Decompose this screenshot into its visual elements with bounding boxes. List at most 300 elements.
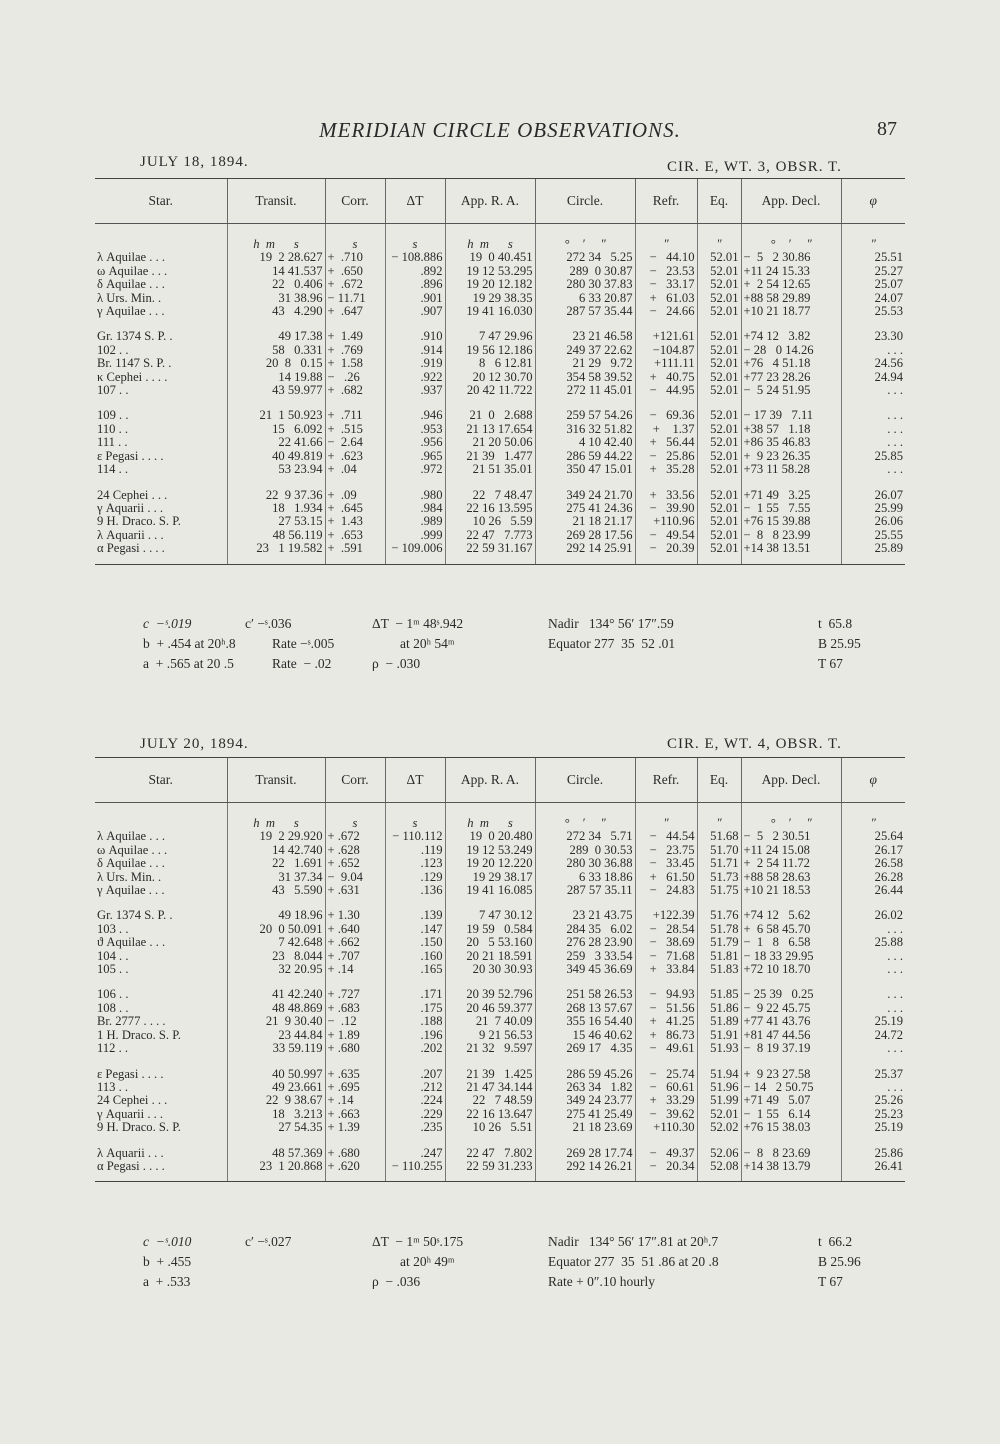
cell-eq: 51.86 (697, 1002, 741, 1015)
cell-corr: + .515 (325, 423, 385, 436)
table-row (95, 1042, 905, 1055)
footer-B: B 25.95 (818, 636, 861, 651)
cell-app-ra: 21 47 34.144 (445, 1081, 535, 1094)
cell-circle: 263 34 1.82 (535, 1081, 635, 1094)
cell-refr: − 69.36 (635, 397, 697, 422)
cell-phi: . . . (841, 384, 905, 397)
cell-star: 104 . . (97, 948, 129, 963)
cell-delta-t: .150 (385, 936, 445, 949)
cell-circle: 287 57 35.11 (535, 884, 635, 897)
table-row (95, 529, 905, 542)
cell-phi: . . . (841, 344, 905, 357)
cell-star: 108 . . (97, 1000, 129, 1015)
cell-delta-t: .910 (385, 318, 445, 343)
cell-delta-t: .914 (385, 344, 445, 357)
column-header-refr: Refr. (635, 179, 697, 224)
cell-phi: 24.94 (841, 371, 905, 384)
table-row (95, 963, 905, 976)
cell-corr: + .711 (325, 397, 385, 422)
table-row (95, 463, 905, 476)
cell-delta-t: .989 (385, 515, 445, 528)
footer-a: a + .533 (143, 1274, 191, 1289)
table-row (95, 1029, 905, 1042)
table-row (95, 357, 905, 370)
cell-star: 110 . . (97, 421, 129, 436)
cell-app-decl: − 5 2 30.86 (741, 251, 841, 264)
cell-delta-t: .129 (385, 871, 445, 884)
cell-app-decl: − 28 0 14.26 (741, 344, 841, 357)
footer-rho: ρ − .036 (372, 1274, 421, 1289)
cell-app-ra: 21 51 35.01 (445, 463, 535, 476)
cell-delta-t: .119 (385, 844, 445, 857)
cell-phi: . . . (841, 923, 905, 936)
cell-circle: 289 0 30.53 (535, 844, 635, 857)
footer-a: a + .565 at 20 .5 (143, 656, 234, 671)
cell-corr: + .09 (325, 477, 385, 502)
cell-refr: −104.87 (635, 344, 697, 357)
cell-corr: − .26 (325, 371, 385, 384)
cell-phi: . . . (841, 950, 905, 963)
cell-app-ra: 21 7 40.09 (445, 1015, 535, 1028)
table-row (95, 318, 905, 343)
cell-star: 24 Cephei . . . (97, 487, 168, 502)
column-header-delta-t: ΔT (385, 758, 445, 803)
cell-corr: + .672 (325, 278, 385, 291)
cell-star: λ Aquilae . . . (97, 829, 166, 844)
cell-delta-t: .965 (385, 450, 445, 463)
cell-corr: + .653 (325, 529, 385, 542)
cell-phi: 26.28 (841, 871, 905, 884)
cell-phi: . . . (841, 1042, 905, 1055)
cell-star: 9 H. Draco. S. P. (97, 1120, 181, 1135)
cell-app-ra: 21 39 1.477 (445, 450, 535, 463)
header-row (95, 179, 905, 224)
cell-circle: 292 14 25.91 (535, 542, 635, 564)
unit-transit: h m s (227, 803, 325, 831)
cell-app-decl: − 8 19 37.19 (741, 1042, 841, 1055)
cell-corr: + .623 (325, 450, 385, 463)
unit-star (95, 803, 227, 831)
column-header-app-ra: App. R. A. (445, 758, 535, 803)
cell-app-decl: − 14 2 50.75 (741, 1081, 841, 1094)
cell-corr: − .12 (325, 1015, 385, 1028)
cell-star: α Pegasi . . . . (95, 542, 227, 564)
unit-app-ra: h m s (445, 803, 535, 831)
cell-corr: + 1.58 (325, 357, 385, 370)
footer-delta-t: ΔT − 1ᵐ 48ˢ.942 (372, 616, 464, 631)
column-header-eq: Eq. (697, 758, 741, 803)
cell-app-decl: + 9 23 26.35 (741, 450, 841, 463)
cell-app-decl: +10 21 18.77 (741, 305, 841, 318)
cell-phi: 25.07 (841, 278, 905, 291)
cell-refr: − 24.66 (635, 305, 697, 318)
cell-eq: 51.75 (697, 884, 741, 897)
table-row (95, 265, 905, 278)
cell-star: Gr. 1374 S. P. . (97, 908, 173, 923)
cell-transit: 27 54.35 (227, 1121, 325, 1134)
cell-refr: − 20.34 (635, 1160, 697, 1182)
cell-phi: 25.19 (841, 1121, 905, 1134)
cell-refr: + 56.44 (635, 436, 697, 449)
table-row (95, 844, 905, 857)
footer-T: T 67 (818, 1274, 843, 1289)
unit-eq: ″ (697, 803, 741, 831)
cell-delta-t: .901 (385, 292, 445, 305)
column-header-circle: Circle. (535, 758, 635, 803)
cell-delta-t: .139 (385, 897, 445, 922)
column-header-transit: Transit. (227, 758, 325, 803)
cell-transit: 48 57.369 (227, 1135, 325, 1160)
cell-transit: 58 0.331 (227, 344, 325, 357)
cell-circle: 355 16 54.40 (535, 1015, 635, 1028)
cell-app-ra: 20 39 52.796 (445, 976, 535, 1001)
cell-delta-t: .175 (385, 1002, 445, 1015)
cell-phi: 25.86 (841, 1135, 905, 1160)
cell-transit: 18 3.213 (227, 1108, 325, 1121)
cell-delta-t: .202 (385, 1042, 445, 1055)
cell-circle: 350 47 15.01 (535, 463, 635, 476)
cell-eq: 52.02 (697, 1121, 741, 1134)
cell-corr: + .640 (325, 923, 385, 936)
cell-eq: 52.01 (697, 423, 741, 436)
cell-phi: 25.55 (841, 529, 905, 542)
column-header-circle: Circle. (535, 179, 635, 224)
cell-corr: + 1.49 (325, 318, 385, 343)
cell-refr: − 44.95 (635, 384, 697, 397)
cell-app-ra: 8 6 12.81 (445, 357, 535, 370)
cell-transit: 23 1 20.868 (227, 1160, 325, 1182)
cell-transit: 43 4.290 (227, 305, 325, 318)
table-row (95, 923, 905, 936)
section-1-date: JULY 18, 1894. (140, 154, 249, 170)
cell-circle: 316 32 51.82 (535, 423, 635, 436)
cell-eq: 52.01 (697, 265, 741, 278)
cell-app-decl: +38 57 1.18 (741, 423, 841, 436)
cell-circle: 286 59 45.26 (535, 1056, 635, 1081)
cell-delta-t: − 108.886 (385, 251, 445, 264)
cell-eq: 51.85 (697, 976, 741, 1001)
cell-app-decl: +76 4 51.18 (741, 357, 841, 370)
cell-eq: 51.76 (697, 897, 741, 922)
cell-phi: 25.26 (841, 1094, 905, 1107)
cell-transit: 22 41.66 (227, 436, 325, 449)
cell-app-ra: 19 59 0.584 (445, 923, 535, 936)
footer-c: c −ˢ.010 (143, 1234, 192, 1249)
cell-refr: − 49.54 (635, 529, 697, 542)
column-header-delta-t: ΔT (385, 179, 445, 224)
footer-t: t 65.8 (818, 616, 853, 631)
cell-corr: + .662 (325, 936, 385, 949)
cell-eq: 51.79 (697, 936, 741, 949)
cell-circle: 23 21 46.58 (535, 318, 635, 343)
cell-eq: 52.01 (697, 292, 741, 305)
footer-equator: Equator 277 35 52 .01 (548, 636, 676, 651)
cell-circle: 21 18 21.17 (535, 515, 635, 528)
cell-refr: − 20.39 (635, 542, 697, 564)
table-row (95, 542, 905, 564)
cell-delta-t: .907 (385, 305, 445, 318)
cell-app-decl: +81 47 44.56 (741, 1029, 841, 1042)
cell-star: 113 . . (97, 1079, 129, 1094)
cell-transit: 33 59.119 (227, 1042, 325, 1055)
cell-circle: 280 30 37.83 (535, 278, 635, 291)
cell-transit: 48 56.119 (227, 529, 325, 542)
cell-app-ra: 21 32 9.597 (445, 1042, 535, 1055)
cell-circle: 6 33 20.87 (535, 292, 635, 305)
cell-phi: . . . (841, 1002, 905, 1015)
cell-corr: + 1.43 (325, 515, 385, 528)
footer-equator: Equator 277 35 51 .86 at 20 .8 (548, 1254, 719, 1269)
cell-transit: 48 48.869 (227, 1002, 325, 1015)
column-header-app-decl: App. Decl. (741, 758, 841, 803)
cell-circle: 268 13 57.67 (535, 1002, 635, 1015)
cell-eq: 52.01 (697, 502, 741, 515)
unit-phi: ″ (841, 224, 905, 252)
unit-star (95, 224, 227, 252)
cell-eq: 52.01 (697, 529, 741, 542)
column-header-phi: φ (841, 758, 905, 803)
table-row (95, 477, 905, 502)
cell-star: Br. 2777 . . . . (97, 1014, 166, 1029)
column-header-corr: Corr. (325, 758, 385, 803)
cell-app-decl: + 6 58 45.70 (741, 923, 841, 936)
cell-delta-t: .212 (385, 1081, 445, 1094)
cell-star: λ Aquilae . . . (97, 250, 166, 265)
cell-app-ra: 21 39 1.425 (445, 1056, 535, 1081)
cell-star: 24 Cephei . . . (97, 1093, 168, 1108)
cell-app-decl: +72 10 18.70 (741, 963, 841, 976)
cell-corr: + .635 (325, 1056, 385, 1081)
footer-t: t 66.2 (818, 1234, 853, 1249)
cell-eq: 51.71 (697, 857, 741, 870)
cell-app-ra: 19 12 53.249 (445, 844, 535, 857)
cell-phi: 25.99 (841, 502, 905, 515)
cell-eq: 51.70 (697, 844, 741, 857)
cell-refr: + 86.73 (635, 1029, 697, 1042)
footer-delta-t: ΔT − 1ᵐ 50ˢ.175 (372, 1234, 464, 1249)
cell-phi: . . . (841, 463, 905, 476)
cell-refr: − 28.54 (635, 923, 697, 936)
cell-refr: − 33.45 (635, 857, 697, 870)
cell-delta-t: .224 (385, 1094, 445, 1107)
cell-star: δ Aquilae . . . (97, 277, 165, 292)
cell-corr: + .683 (325, 1002, 385, 1015)
cell-corr: + .710 (325, 251, 385, 264)
cell-app-ra: 20 42 11.722 (445, 384, 535, 397)
cell-corr: + 1.39 (325, 1121, 385, 1134)
cell-eq: 51.96 (697, 1081, 741, 1094)
table-row (95, 502, 905, 515)
page-header-title: MERIDIAN CIRCLE OBSERVATIONS. (319, 118, 681, 142)
cell-app-decl: +77 41 43.76 (741, 1015, 841, 1028)
cell-refr: +111.11 (635, 357, 697, 370)
unit-app-ra: h m s (445, 224, 535, 252)
cell-app-ra: 19 0 40.451 (445, 251, 535, 264)
cell-phi: 25.23 (841, 1108, 905, 1121)
cell-eq: 52.01 (697, 318, 741, 343)
cell-phi: . . . (841, 423, 905, 436)
cell-circle: 275 41 25.49 (535, 1108, 635, 1121)
cell-corr: + .647 (325, 305, 385, 318)
cell-corr: + .727 (325, 976, 385, 1001)
cell-corr: + .652 (325, 857, 385, 870)
cell-delta-t: .196 (385, 1029, 445, 1042)
cell-phi: 26.02 (841, 897, 905, 922)
cell-app-decl: +14 38 13.79 (741, 1160, 841, 1182)
cell-delta-t: .922 (385, 371, 445, 384)
cell-star: 114 . . (97, 462, 129, 477)
cell-transit: 22 0.406 (227, 278, 325, 291)
cell-phi: 25.53 (841, 305, 905, 318)
cell-transit: 23 8.044 (227, 950, 325, 963)
cell-circle: 4 10 42.40 (535, 436, 635, 449)
cell-eq: 51.99 (697, 1094, 741, 1107)
cell-phi: 26.44 (841, 884, 905, 897)
cell-circle: 287 57 35.44 (535, 305, 635, 318)
cell-eq: 52.01 (697, 515, 741, 528)
footer-rho: ρ − .030 (372, 656, 421, 671)
cell-app-decl: + 2 54 11.72 (741, 857, 841, 870)
cell-phi: . . . (841, 976, 905, 1001)
cell-eq: 51.81 (697, 950, 741, 963)
table-row (95, 1002, 905, 1015)
table-row (95, 976, 905, 1001)
cell-star: 109 . . (97, 408, 129, 423)
footer-rate-1: Rate −ˢ.005 (272, 636, 335, 651)
cell-star: ε Pegasi . . . . (97, 448, 164, 463)
cell-delta-t: − 110.112 (385, 830, 445, 843)
cell-star: λ Urs. Min. . (97, 290, 162, 305)
cell-star: γ Aquarii . . . (97, 500, 164, 515)
cell-app-ra: 7 47 30.12 (445, 897, 535, 922)
cell-app-ra: 20 21 18.591 (445, 950, 535, 963)
cell-star: Br. 1147 S. P. . (97, 356, 172, 371)
table-row (95, 515, 905, 528)
cell-app-decl: +10 21 18.53 (741, 884, 841, 897)
cell-refr: − 44.54 (635, 830, 697, 843)
cell-transit: 23 44.84 (227, 1029, 325, 1042)
cell-refr: − 94.93 (635, 976, 697, 1001)
column-header-star: Star. (95, 179, 227, 224)
cell-app-decl: − 8 8 23.99 (741, 529, 841, 542)
cell-eq: 52.01 (697, 384, 741, 397)
cell-delta-t: .123 (385, 857, 445, 870)
cell-app-ra: 19 20 12.220 (445, 857, 535, 870)
table-row (95, 251, 905, 264)
cell-refr: − 49.61 (635, 1042, 697, 1055)
column-header-refr: Refr. (635, 758, 697, 803)
cell-star: 111 . . (97, 435, 128, 450)
cell-phi: 25.51 (841, 251, 905, 264)
cell-app-decl: − 1 55 6.14 (741, 1108, 841, 1121)
cell-delta-t: − 109.006 (385, 542, 445, 564)
table-row (95, 1094, 905, 1107)
cell-app-ra: 9 21 56.53 (445, 1029, 535, 1042)
cell-app-ra: 19 20 12.182 (445, 278, 535, 291)
cell-eq: 52.01 (697, 278, 741, 291)
cell-circle: 272 34 5.25 (535, 251, 635, 264)
cell-transit: 32 20.95 (227, 963, 325, 976)
cell-app-ra: 19 41 16.085 (445, 884, 535, 897)
cell-refr: − 44.10 (635, 251, 697, 264)
cell-delta-t: .946 (385, 397, 445, 422)
cell-refr: − 25.74 (635, 1056, 697, 1081)
footer-delta-t-at: at 20ʰ 49ᵐ (400, 1254, 455, 1269)
cell-app-decl: + 9 23 27.58 (741, 1056, 841, 1081)
cell-phi: . . . (841, 436, 905, 449)
cell-eq: 52.01 (697, 344, 741, 357)
cell-transit: 43 59.977 (227, 384, 325, 397)
table-row (95, 936, 905, 949)
cell-transit: 22 9 38.67 (227, 1094, 325, 1107)
cell-phi: 26.17 (841, 844, 905, 857)
cell-delta-t: .892 (385, 265, 445, 278)
cell-app-decl: +88 58 29.89 (741, 292, 841, 305)
footer-nadir: Nadir 134° 56′ 17″.59 (548, 616, 674, 631)
cell-eq: 51.89 (697, 1015, 741, 1028)
cell-transit: 49 23.661 (227, 1081, 325, 1094)
cell-circle: 272 11 45.01 (535, 384, 635, 397)
table-row (95, 1015, 905, 1028)
table-row (95, 436, 905, 449)
cell-eq: 51.91 (697, 1029, 741, 1042)
footer-B: B 25.96 (818, 1254, 861, 1269)
cell-app-ra: 21 13 17.654 (445, 423, 535, 436)
cell-eq: 52.01 (697, 542, 741, 564)
cell-circle: 349 45 36.69 (535, 963, 635, 976)
cell-app-decl: +88 58 28.63 (741, 871, 841, 884)
cell-app-decl: +71 49 5.07 (741, 1094, 841, 1107)
cell-eq: 52.01 (697, 463, 741, 476)
cell-circle: 280 30 36.88 (535, 857, 635, 870)
cell-app-ra: 10 26 5.59 (445, 515, 535, 528)
cell-star: ω Aquilae . . . (97, 842, 168, 857)
cell-app-ra: 22 47 7.802 (445, 1135, 535, 1160)
cell-delta-t: .980 (385, 477, 445, 502)
cell-refr: + 61.03 (635, 292, 697, 305)
cell-eq: 51.73 (697, 871, 741, 884)
cell-circle: 23 21 43.75 (535, 897, 635, 922)
cell-app-ra: 22 59 31.233 (445, 1160, 535, 1182)
cell-star: λ Aquarii . . . (97, 1145, 164, 1160)
cell-transit: 14 19.88 (227, 371, 325, 384)
cell-eq: 52.01 (697, 1108, 741, 1121)
cell-delta-t: .235 (385, 1121, 445, 1134)
cell-transit: 22 9 37.36 (227, 477, 325, 502)
cell-app-ra: 22 59 31.167 (445, 542, 535, 564)
cell-circle: 21 29 9.72 (535, 357, 635, 370)
cell-phi: 25.19 (841, 1015, 905, 1028)
cell-circle: 354 58 39.52 (535, 371, 635, 384)
cell-phi: 26.06 (841, 515, 905, 528)
cell-refr: + 61.50 (635, 871, 697, 884)
cell-phi: 25.27 (841, 265, 905, 278)
table-row (95, 384, 905, 397)
column-header-app-ra: App. R. A. (445, 179, 535, 224)
cell-delta-t: .229 (385, 1108, 445, 1121)
cell-delta-t: .953 (385, 423, 445, 436)
column-header-app-decl: App. Decl. (741, 179, 841, 224)
cell-refr: − 39.62 (635, 1108, 697, 1121)
unit-eq: ″ (697, 224, 741, 252)
cell-circle: 269 17 4.35 (535, 1042, 635, 1055)
cell-refr: − 25.86 (635, 450, 697, 463)
cell-app-ra: 19 56 12.186 (445, 344, 535, 357)
cell-refr: + 35.28 (635, 463, 697, 476)
unit-transit: h m s (227, 224, 325, 252)
cell-app-decl: − 5 2 30.51 (741, 830, 841, 843)
cell-delta-t: .171 (385, 976, 445, 1001)
